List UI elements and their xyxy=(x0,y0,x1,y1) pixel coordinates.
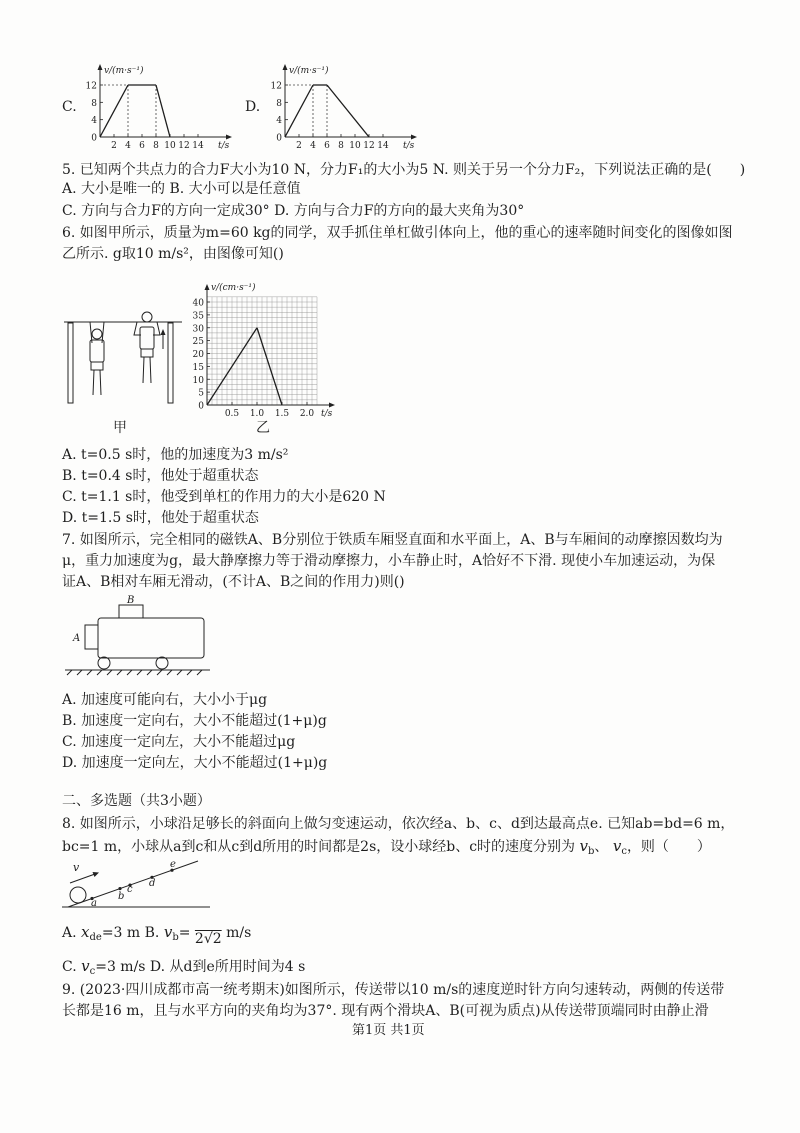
q8-stem-text: bc=1 m，小球从a到c和从c到d所用的时间都是2s，设小球经b、c时的速度分别为 xyxy=(62,839,580,855)
y-tick-label: 12 xyxy=(270,81,282,92)
person-hanging xyxy=(90,322,104,395)
point-d-label: d xyxy=(149,878,156,889)
magnet-b xyxy=(119,605,143,618)
q8-stem-tail: ，则（ ） xyxy=(626,839,711,855)
x-tick-label: 2 xyxy=(111,141,117,151)
graph-segment xyxy=(327,85,369,137)
y-tick-label: 0 xyxy=(198,401,204,412)
q6-option-d: D. t=1.5 s时，他处于超重状态 xyxy=(62,510,259,526)
q5-options-ab: A. 大小是唯一的 B. 大小可以是任意值 xyxy=(62,181,301,197)
torso xyxy=(90,340,104,362)
y-tick-label: 8 xyxy=(276,98,282,109)
y-axis-arrow-icon xyxy=(98,64,103,70)
left-post xyxy=(68,323,73,403)
q8-options-cd xyxy=(62,957,305,975)
y-axis-arrow-icon xyxy=(283,64,288,70)
subscript-de: de xyxy=(89,932,102,943)
q6-stem-line2: 乙所示. g取10 m/s²，由图像可知() xyxy=(62,246,284,262)
right-post xyxy=(168,323,173,403)
x-tick-label: 12 xyxy=(363,141,375,151)
y-tick-label: 8 xyxy=(91,98,97,109)
option-cd-text: =3 m/s D. 从d到e所用时间为4 s xyxy=(95,959,306,975)
x-tick-label: 12 xyxy=(178,141,190,151)
x-axis-arrow-icon xyxy=(411,135,417,140)
section-heading: 二、多选题（共3小题） xyxy=(62,793,211,809)
x-tick-label: 8 xyxy=(153,141,159,151)
incline-line xyxy=(68,861,198,907)
option-d-label: D. xyxy=(245,99,261,115)
y-tick-label: 10 xyxy=(192,375,204,386)
q8-options-ab xyxy=(62,923,252,947)
x-tick-label: 10 xyxy=(349,141,361,151)
page-footer: 第1页 共1页 xyxy=(352,1023,425,1038)
pullup-figure xyxy=(60,305,185,405)
magnet-a xyxy=(85,625,98,649)
x-tick-label: 1.0 xyxy=(249,409,265,419)
x-tick-label: 10 xyxy=(164,141,176,151)
incline-figure xyxy=(60,858,215,913)
x-tick-label: 4 xyxy=(310,141,316,151)
y-axis-label: v/(cm·s⁻¹) xyxy=(211,283,256,293)
graph-segment xyxy=(285,85,313,137)
q7-option-b: B. 加速度一定向右，大小不能超过(1+μ)g xyxy=(62,713,327,729)
x-axis-label: t/s xyxy=(321,409,333,419)
option-a-prefix: A. xyxy=(62,925,82,941)
magnet-a-label: A xyxy=(73,633,81,644)
ball xyxy=(70,887,86,903)
velocity-symbol: v xyxy=(612,837,622,855)
head xyxy=(92,329,102,339)
vt-graph-yi xyxy=(185,280,345,420)
ground-hatching xyxy=(67,670,202,675)
q6-stem-line1: 6. 如图甲所示，质量为m=60 kg的同学，双手抓住单杠做引体向上，他的重心的速率随时间变化的图像如图 xyxy=(62,225,733,241)
x-tick-label: 4 xyxy=(125,141,131,151)
subscript-c: c xyxy=(89,966,96,977)
q8-stem-line2 xyxy=(62,837,711,855)
graph-segment xyxy=(100,85,128,137)
subscript-b: b xyxy=(587,846,595,857)
leg xyxy=(143,357,144,383)
point-e-label: e xyxy=(170,859,176,870)
y-tick-label: 40 xyxy=(192,298,204,309)
figure-yi-caption: 乙 xyxy=(256,420,270,436)
y-tick-label: 35 xyxy=(192,311,204,322)
y-tick-label: 20 xyxy=(192,350,204,360)
velocity-symbol: v xyxy=(81,957,90,975)
q7-stem-line1: 7. 如图所示，完全相同的磁铁A、B分别位于铁质车厢竖直面和水平面上，A、B与车厢间的动摩擦因数均为 xyxy=(62,532,723,548)
y-tick-label: 0 xyxy=(91,133,97,144)
shorts xyxy=(141,349,153,357)
velocity-symbol: v xyxy=(163,923,173,941)
q6-option-b: B. t=0.4 s时，他处于超重状态 xyxy=(62,468,259,484)
y-tick-label: 12 xyxy=(85,81,97,92)
subscript-b: b xyxy=(172,932,179,943)
equals-sign: = xyxy=(178,925,195,941)
vt-graph-option-d xyxy=(265,60,425,155)
truck-figure xyxy=(62,593,212,677)
option-a-value: =3 m B. xyxy=(101,925,164,941)
q7-stem-line3: 证A、B相对车厢无滑动，(不计A、B之间的作用力)则() xyxy=(62,574,405,590)
q7-stem-line2: μ，重力加速度为g，最大静摩擦力等于滑动摩擦力，小车静止时，A恰好不下滑. 现使小车加速运动，为保 xyxy=(62,553,716,569)
y-tick-label: 5 xyxy=(198,388,204,399)
x-tick-label: 0.5 xyxy=(224,409,240,419)
x-axis-label: t/s xyxy=(403,141,415,151)
point-b-label: b xyxy=(118,891,125,902)
q9-stem-line1: 9. (2023·四川成都市高一统考期末)如图所示，传送带以10 m/s的速度逆时针方向匀速转动，两侧的传送带 xyxy=(62,982,725,998)
y-tick-label: 15 xyxy=(192,362,204,373)
separator: 、 xyxy=(594,839,613,855)
subscript-c: c xyxy=(621,846,627,857)
truck-body xyxy=(98,618,204,658)
wheel xyxy=(98,657,110,669)
leg xyxy=(100,370,101,395)
displacement-symbol: x xyxy=(81,923,90,941)
x-axis-arrow-icon xyxy=(226,135,232,140)
option-b-unit: m/s xyxy=(221,925,252,941)
y-tick-label: 25 xyxy=(192,337,204,348)
velocity-symbol: v xyxy=(579,837,588,855)
q8-stem-line1: 8. 如图所示，小球沿足够长的斜面向上做匀变速运动，依次经a、b、c、d到达最高点e. 已知ab=bd=6 m， xyxy=(62,816,735,832)
q7-option-a: A. 加速度可能向右，大小小于μg xyxy=(62,692,268,708)
q9-stem-line2: 长都是16 m，且与水平方向的夹角均为37°. 现有两个滑块A、B(可视为质点)从传送带顶端同时由静止滑 xyxy=(62,1003,709,1019)
q7-option-d: D. 加速度一定向左，大小不能超过(1+μ)g xyxy=(62,755,328,771)
point-b xyxy=(118,887,121,890)
x-tick-label: 14 xyxy=(377,141,389,151)
q5-stem: 5. 已知两个共点力的合力F大小为10 N，分力F₁的大小为5 N. 则关于另一个分力F₂，下列说法正确的是( ) xyxy=(62,162,746,178)
q7-option-c: C. 加速度一定向左，大小不能超过μg xyxy=(62,734,296,750)
magnet-b-label: B xyxy=(127,595,135,606)
leg xyxy=(93,370,94,395)
x-tick-label: 8 xyxy=(338,141,344,151)
y-tick-label: 4 xyxy=(276,116,282,127)
x-axis-arrow-icon xyxy=(329,403,335,408)
y-axis-label: v/(m·s⁻¹) xyxy=(289,66,329,76)
torso xyxy=(140,327,154,349)
point-a-label: a xyxy=(91,898,97,909)
velocity-arrow-icon xyxy=(70,874,95,883)
y-axis-arrow-icon xyxy=(205,284,210,290)
x-tick-label: 2 xyxy=(296,141,302,151)
option-b-value: 2√2 xyxy=(194,931,222,947)
velocity-label: v xyxy=(73,861,80,874)
shorts xyxy=(91,362,103,370)
q5-options-cd: C. 方向与合力F的方向一定成30° D. 方向与合力F的方向的最大夹角为30° xyxy=(62,203,525,219)
vt-graph-option-c xyxy=(80,60,240,155)
up-arrow-head-icon xyxy=(161,329,166,335)
x-tick-label: 2.0 xyxy=(299,409,315,419)
x-tick-label: 1.5 xyxy=(274,409,290,419)
wheel xyxy=(156,657,168,669)
figure-jia-caption: 甲 xyxy=(113,420,127,436)
option-c-prefix: C. xyxy=(62,959,82,975)
point-c-label: c xyxy=(127,884,133,895)
head xyxy=(142,312,152,322)
y-tick-label: 30 xyxy=(192,324,204,335)
y-tick-label: 4 xyxy=(91,116,97,127)
x-axis-label: t/s xyxy=(218,141,230,151)
y-axis-label: v/(m·s⁻¹) xyxy=(104,66,144,76)
graph-segment xyxy=(156,85,170,137)
q6-option-c: C. t=1.1 s时，他受到单杠的作用力的大小是620 N xyxy=(62,489,386,505)
graph-segment xyxy=(257,328,282,405)
leg xyxy=(150,357,151,383)
option-c-label: C. xyxy=(62,99,77,115)
x-tick-label: 6 xyxy=(139,141,145,151)
x-tick-label: 14 xyxy=(192,141,204,151)
x-tick-label: 6 xyxy=(324,141,330,151)
y-tick-label: 0 xyxy=(276,133,282,144)
q6-option-a: A. t=0.5 s时，他的加速度为3 m/s² xyxy=(62,447,289,463)
person-pulled-up xyxy=(134,312,166,383)
